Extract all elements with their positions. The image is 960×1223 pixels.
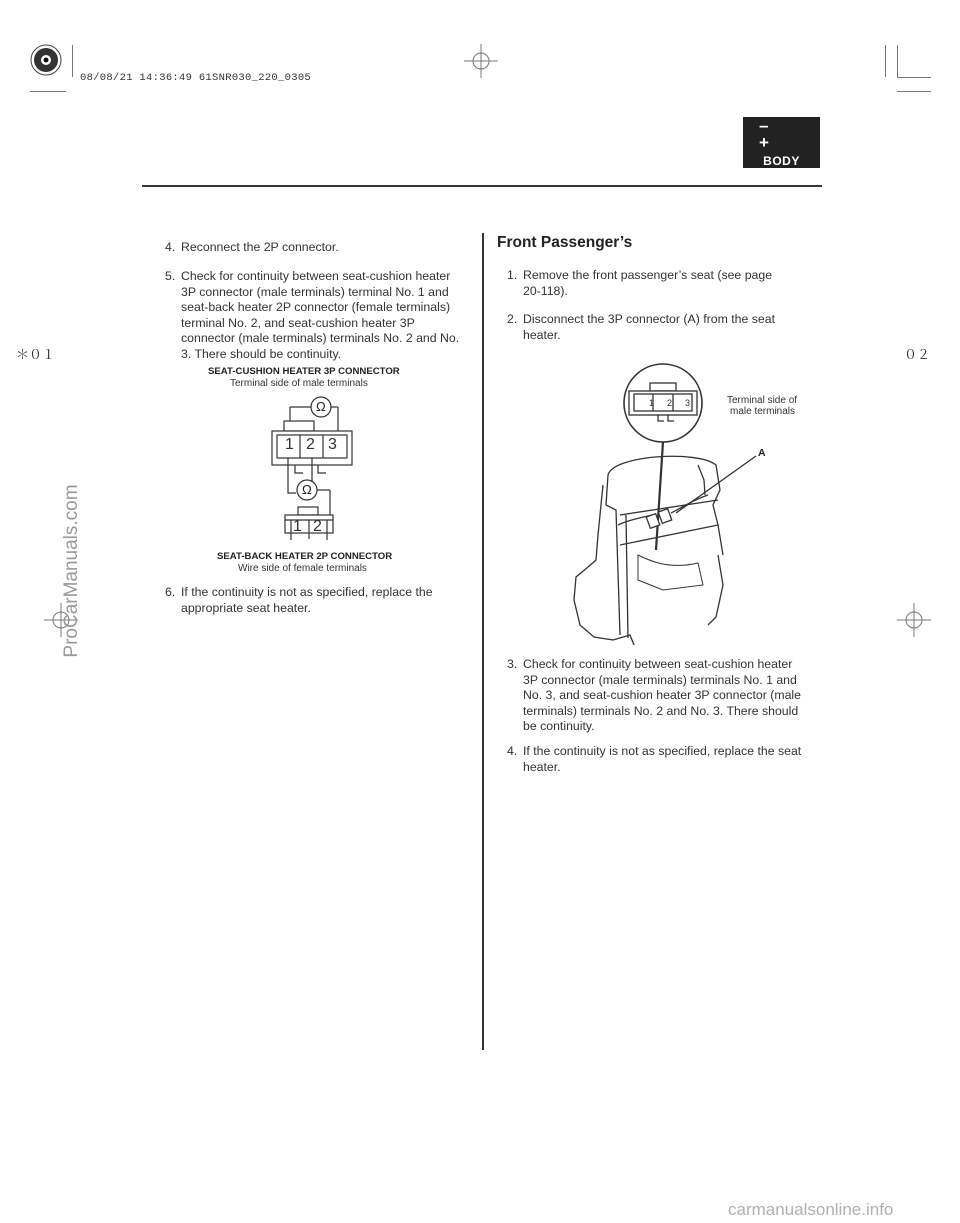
- crop-mark: [897, 77, 931, 78]
- step-item: [507, 744, 807, 775]
- pin-label-a-1: 1: [649, 398, 655, 408]
- step-number: 1.: [507, 268, 518, 282]
- step-text: Remove the front passenger’s seat (see page 20-118).: [523, 268, 773, 298]
- crop-mark: [885, 45, 886, 77]
- page-marker-left: ＊０１: [16, 348, 56, 363]
- pin-label-3p-1: 1: [285, 436, 294, 453]
- badge-label: BODY: [763, 154, 800, 168]
- step-item: [165, 585, 455, 616]
- pin-label-a-3: 3: [685, 398, 691, 408]
- figure-title-seat-back: SEAT-BACK HEATER 2P CONNECTOR: [217, 551, 393, 562]
- figure-title-seat-cushion: SEAT-CUSHION HEATER 3P CONNECTOR: [208, 366, 400, 377]
- figure-note-line1: Terminal side of: [727, 395, 798, 406]
- pin-label-2p-1: 1: [293, 518, 302, 535]
- crosshair-mark-top: [464, 44, 498, 78]
- pin-label-a-2: 2: [667, 398, 673, 408]
- pin-label-3p-2: 2: [306, 436, 315, 453]
- header-rule: [142, 185, 822, 187]
- step-text: Check for continuity between seat-cushion heater 3P connector (male terminals) terminal No. 1 and seat-back heater 2P connector (female terminals) terminal No. 2, and seat-cushion heater 3P connector (male terminals) terminals No. 2 and No. 3. There should be continuity.: [181, 269, 460, 361]
- step-item: [507, 268, 782, 299]
- step-item: [507, 657, 807, 735]
- step-number: 6.: [165, 585, 176, 599]
- step-text: If the continuity is not as specified, replace the seat heater.: [523, 744, 802, 774]
- step-text: If the continuity is not as specified, replace the appropriate seat heater.: [181, 585, 433, 615]
- column-divider: [482, 233, 484, 1050]
- step-text: Check for continuity between seat-cushion heater 3P connector (male terminals) terminals No. 1 and No. 3, and seat-cushion heater 3P connector (male terminals) terminals No. 2 and No. 3. There should be continuity.: [523, 657, 801, 733]
- crop-mark: [72, 45, 73, 77]
- step-number: 4.: [507, 744, 518, 758]
- watermark-left: ProCarManuals.com: [61, 484, 82, 658]
- step-number: 3.: [507, 657, 518, 671]
- figure-subtitle-seat-back: Wire side of female terminals: [238, 563, 367, 574]
- ohm-symbol-bottom: Ω: [302, 482, 312, 497]
- pin-label-3p-3: 3: [328, 436, 337, 453]
- crop-mark: [30, 91, 66, 92]
- step-text: Disconnect the 3P connector (A) from the seat heater.: [523, 312, 775, 342]
- section-heading: Front Passenger’s: [497, 234, 633, 251]
- step-number: 2.: [507, 312, 518, 326]
- figure-note-line2: male terminals: [730, 406, 796, 417]
- page-marker-right: ０２: [904, 348, 931, 363]
- step-item: [165, 240, 465, 256]
- step-item: [165, 269, 467, 362]
- step-item: [507, 312, 782, 343]
- crosshair-mark-right: [897, 603, 931, 637]
- ohm-symbol-top: Ω: [316, 399, 326, 414]
- step-number: 4.: [165, 240, 176, 254]
- watermark-bottom: carmanualsonline.info: [728, 1200, 894, 1219]
- print-timestamp: 08/08/21 14:36:49 61SNR030_220_0305: [80, 72, 312, 84]
- body-section-badge: [743, 117, 820, 168]
- step-text: Reconnect the 2P connector.: [181, 240, 339, 254]
- crop-mark: [897, 91, 931, 92]
- pin-label-2p-2: 2: [313, 518, 322, 535]
- figure-subtitle-seat-cushion: Terminal side of male terminals: [230, 378, 368, 389]
- step-number: 5.: [165, 269, 176, 283]
- callout-a: A: [758, 447, 766, 459]
- registration-mark-top-left: [30, 44, 62, 76]
- battery-symbols: – +: [759, 116, 785, 152]
- crop-mark: [897, 45, 898, 77]
